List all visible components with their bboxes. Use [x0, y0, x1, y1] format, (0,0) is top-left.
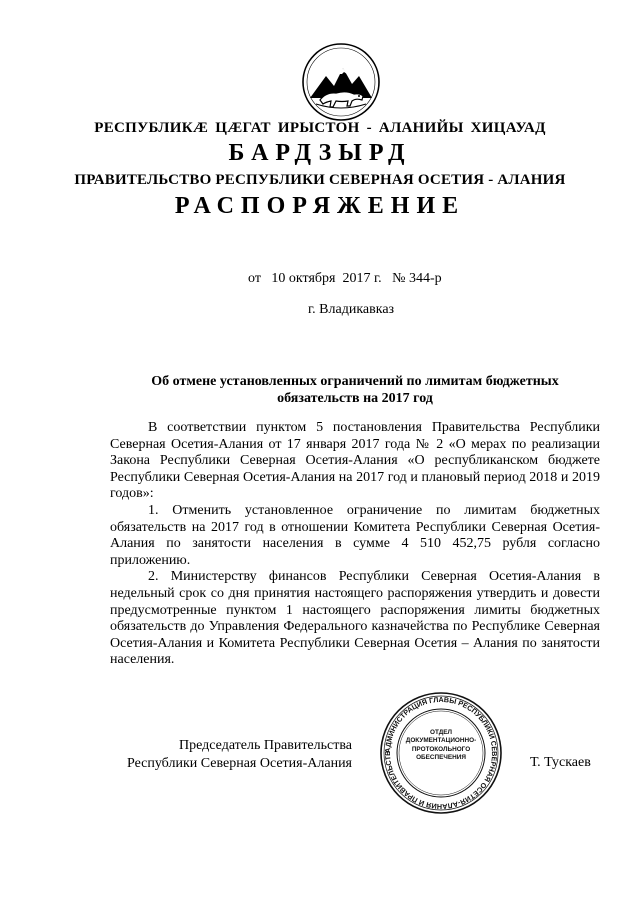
- document-date-number: от 10 октября 2017 г. № 344-р: [248, 271, 442, 286]
- header-russian-line: ПРАВИТЕЛЬСТВО РЕСПУБЛИКИ СЕВЕРНАЯ ОСЕТИЯ - АЛАНИЯ: [74, 172, 566, 188]
- stamp-center-line-3: ПРОТОКОЛЬНОГО: [411, 745, 471, 753]
- document-subject: [110, 373, 600, 407]
- body-intro-paragraph: В соответствии пунктом 5 постановления Правительства Республики Северная Осетия-Алания от 17 января 2017 года № 2 «О мерах по реализации Закона Республики Северная Осетия-Алания «О республиканском бюджете Республики Северная Осетия-Алания на 2017 год и плановый период 2018 и 2019 годов»:: [110, 420, 600, 502]
- coat-of-arms-icon: [296, 40, 386, 124]
- subject-line-1: Об отмене установленных ограничений по лимитам бюджетных: [151, 374, 559, 389]
- signature-title: [112, 737, 352, 773]
- header-ossetian-line: РЕСПУБЛИКӔ ЦӔГАТ ИРЫСТОН - АЛАНИЙЫ ХИЦАУАД: [94, 120, 546, 136]
- header-ossetian-doc-type: БАРДЗЫРД: [228, 140, 412, 166]
- body-item-2: 2. Министерству финансов Республики Северная Осетия-Алания в недельный срок со дня принятия настоящего распоряжения утвердить и довести предусмотренные пунктом 1 настоящего распоряжения лимиты бюджетных обязательств до Управления Федерального казначейства по Республике Северная Осетия-Алания и Комитета Республики Северная Осетия – Алания по занятости населения.: [110, 569, 600, 668]
- signature-name: Т. Тускаев: [530, 755, 591, 770]
- body-item-1: 1. Отменить установленное ограничение по лимитам бюджетных обязательств на 2017 год в отношении Комитета Республики Северная Осетия-Алания по занятости населения в сумме 4 510 452,75 рубля согласно приложению.: [110, 502, 600, 568]
- signature-title-line-2: Республики Северная Осетия-Алания: [127, 756, 352, 771]
- stamp-center-text: [400, 729, 482, 762]
- signature-title-line-1: Председатель Правительства: [179, 738, 352, 753]
- subject-line-2: обязательств на 2017 год: [277, 391, 433, 406]
- stamp-center-line-1: ОТДЕЛ: [429, 729, 452, 736]
- stamp-ring-text: АДМИНИСТРАЦИЯ ГЛАВЫ РЕСПУБЛИКИ СЕВЕРНАЯ ОСЕТИЯ-АЛАНИЯ И ПРАВИТЕЛЬСТВ: [382, 694, 500, 812]
- stamp-center-line-4: ОБЕСПЕЧЕНИЯ: [416, 753, 466, 761]
- document-city: г. Владикавказ: [308, 302, 395, 317]
- header-russian-doc-type: РАСПОРЯЖЕНИЕ: [174, 193, 466, 219]
- stamp-center-line-2: ДОКУМЕНТАЦИОННО-: [405, 737, 477, 745]
- document-body: [110, 420, 600, 669]
